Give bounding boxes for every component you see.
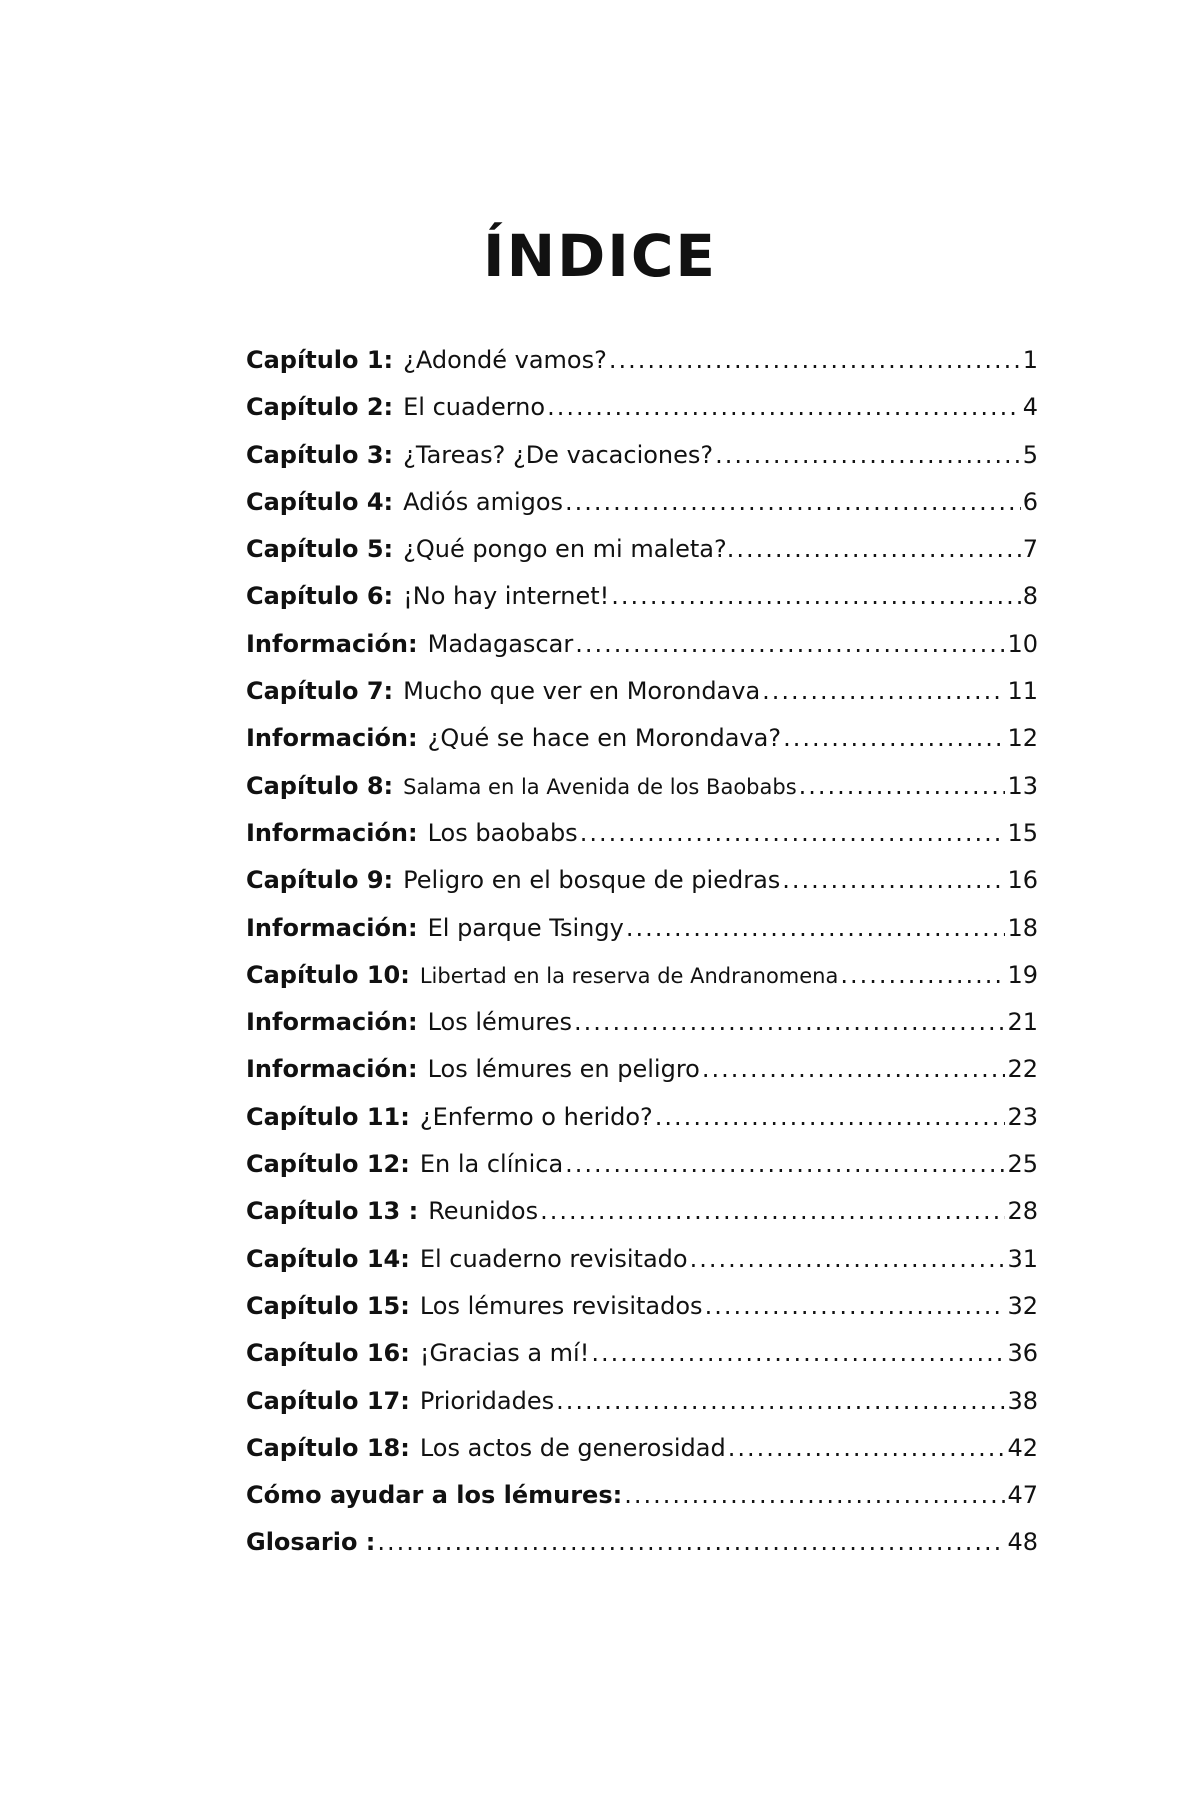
entry-page-number: 10	[1007, 629, 1038, 658]
dot-leader	[540, 1197, 1005, 1225]
dot-leader	[591, 1339, 1005, 1367]
entry-title: Prioridades	[419, 1386, 555, 1415]
dot-leader	[799, 772, 1006, 800]
entry-title: Los lémures en peligro	[427, 1055, 700, 1084]
entry-page-number: 16	[1007, 866, 1038, 895]
entry-label: Capítulo 9:	[246, 866, 394, 895]
dot-leader	[840, 961, 1005, 989]
entry-title: El cuaderno revisitado	[419, 1244, 688, 1273]
page-title: ÍNDICE	[482, 222, 718, 290]
entry-label: Información:	[246, 1055, 418, 1084]
toc-entry	[246, 819, 1038, 866]
entry-title: Los baobabs	[427, 818, 578, 847]
entry-page-number: 47	[1007, 1481, 1038, 1510]
entry-title: ¿Qué se hace en Morondava?	[427, 724, 782, 753]
entry-label: Capítulo 12:	[246, 1150, 410, 1179]
toc-entry	[246, 346, 1038, 393]
dot-leader	[565, 488, 1021, 516]
entry-label: Información:	[246, 913, 418, 942]
entry-title: Madagascar	[427, 629, 574, 658]
toc-entry	[246, 677, 1038, 724]
entry-label: Capítulo 4:	[246, 487, 394, 516]
dot-leader	[611, 582, 1020, 610]
dot-leader	[783, 724, 1005, 752]
entry-title: Reunidos	[428, 1197, 539, 1226]
toc-entry	[246, 1528, 1038, 1575]
entry-page-number: 18	[1007, 913, 1038, 942]
toc-entry	[246, 724, 1038, 771]
entry-label: Capítulo 3:	[246, 440, 394, 469]
entry-label: Información:	[246, 818, 418, 847]
dot-leader	[624, 1481, 1005, 1509]
toc-entry	[246, 1197, 1038, 1244]
dot-leader	[715, 441, 1021, 469]
entry-page-number: 15	[1007, 818, 1038, 847]
toc-entry	[246, 441, 1038, 488]
toc-entry	[246, 1387, 1038, 1434]
dot-leader	[547, 393, 1021, 421]
entry-label: Cómo ayudar a los lémures:	[246, 1481, 623, 1510]
entry-page-number: 25	[1007, 1150, 1038, 1179]
dot-leader	[626, 914, 1006, 942]
entry-page-number: 12	[1007, 724, 1038, 753]
entry-title: En la clínica	[419, 1150, 564, 1179]
entry-page-number: 11	[1007, 677, 1038, 706]
entry-page-number: 42	[1007, 1433, 1038, 1462]
entry-title: Adiós amigos	[403, 487, 564, 516]
entry-page-number: 23	[1007, 1102, 1038, 1131]
dot-leader	[705, 1292, 1006, 1320]
entry-label: Capítulo 16:	[246, 1339, 410, 1368]
dot-leader	[690, 1245, 1006, 1273]
toc-entry	[246, 1150, 1038, 1197]
entry-page-number: 7	[1022, 535, 1038, 564]
entry-title: Libertad en la reserva de Andranomena	[419, 963, 839, 988]
entry-label: Capítulo 10:	[246, 960, 410, 989]
entry-title: ¿Qué pongo en mi maleta?.	[403, 535, 735, 564]
entry-title: Los lémures	[427, 1008, 573, 1037]
dot-leader	[736, 535, 1020, 563]
toc-entry	[246, 488, 1038, 535]
entry-page-number: 32	[1007, 1291, 1038, 1320]
entry-label: Capítulo 15:	[246, 1291, 410, 1320]
entry-page-number: 48	[1007, 1528, 1038, 1557]
dot-leader	[609, 346, 1021, 374]
toc-entry	[246, 535, 1038, 582]
toc-entry	[246, 1339, 1038, 1386]
entry-title: ¡Gracias a mí!	[419, 1339, 590, 1368]
toc-entry	[246, 1103, 1038, 1150]
entry-label: Capítulo 14:	[246, 1244, 410, 1273]
entry-page-number: 1	[1022, 346, 1038, 374]
dot-leader	[556, 1387, 1005, 1415]
entry-label: Capítulo 8:	[246, 771, 394, 800]
toc-entry	[246, 1292, 1038, 1339]
dot-leader	[702, 1055, 1006, 1083]
toc-entry	[246, 1055, 1038, 1102]
entry-title: ¿Tareas? ¿De vacaciones?	[403, 440, 714, 469]
toc-entry	[246, 630, 1038, 677]
toc-entry	[246, 393, 1038, 440]
entry-title: Los actos de generosidad	[419, 1433, 726, 1462]
toc-entry	[246, 914, 1038, 961]
dot-leader	[574, 1008, 1005, 1036]
entry-title: Los lémures revisitados	[419, 1291, 703, 1320]
entry-page-number: 19	[1007, 960, 1038, 989]
entry-title: El parque Tsingy	[427, 913, 624, 942]
entry-label: Glosario :	[246, 1528, 376, 1557]
entry-page-number: 22	[1007, 1055, 1038, 1084]
entry-title: El cuaderno	[403, 393, 546, 422]
entry-title: ¿Adondé vamos?	[403, 346, 607, 374]
dot-leader	[580, 819, 1006, 847]
entry-label: Capítulo 11:	[246, 1102, 410, 1131]
toc-entry	[246, 961, 1038, 1008]
entry-label: Información:	[246, 1008, 418, 1037]
entry-page-number: 38	[1007, 1386, 1038, 1415]
entry-page-number: 6	[1022, 487, 1038, 516]
dot-leader	[575, 630, 1005, 658]
table-of-contents	[246, 346, 1038, 1576]
entry-label: Capítulo 5:	[246, 535, 394, 564]
entry-label: Capítulo 2:	[246, 393, 394, 422]
entry-page-number: 4	[1022, 393, 1038, 422]
toc-entry	[246, 1434, 1038, 1481]
entry-page-number: 28	[1007, 1197, 1038, 1226]
dot-leader	[762, 677, 1005, 705]
entry-title: ¡No hay internet!	[403, 582, 610, 611]
entry-label: Capítulo 1:	[246, 346, 394, 374]
dot-leader	[565, 1150, 1005, 1178]
dot-leader	[655, 1103, 1006, 1131]
toc-entry	[246, 582, 1038, 629]
dot-leader	[782, 866, 1005, 894]
toc-entry	[246, 772, 1038, 819]
dot-leader	[377, 1528, 1005, 1556]
entry-page-number: 13	[1007, 771, 1038, 800]
entry-title: Salama en la Avenida de los Baobabs	[403, 774, 797, 799]
entry-label: Capítulo 6:	[246, 582, 394, 611]
entry-page-number: 21	[1007, 1008, 1038, 1037]
entry-label: Capítulo 18:	[246, 1433, 410, 1462]
toc-entry	[246, 1481, 1038, 1528]
entry-title: Mucho que ver en Morondava	[403, 677, 761, 706]
entry-page-number: 36	[1007, 1339, 1038, 1368]
toc-entry	[246, 1008, 1038, 1055]
entry-title: Peligro en el bosque de piedras	[403, 866, 781, 895]
entry-page-number: 31	[1007, 1244, 1038, 1273]
entry-page-number: 5	[1022, 440, 1038, 469]
entry-page-number: 8	[1022, 582, 1038, 611]
entry-label: Información:	[246, 629, 418, 658]
toc-entry	[246, 1245, 1038, 1292]
toc-entry	[246, 866, 1038, 913]
entry-label: Capítulo 7:	[246, 677, 394, 706]
dot-leader	[728, 1434, 1006, 1462]
entry-label: Capítulo 17:	[246, 1386, 410, 1415]
entry-label: Información:	[246, 724, 418, 753]
entry-label: Capítulo 13 :	[246, 1197, 419, 1226]
entry-title: ¿Enfermo o herido?	[419, 1102, 653, 1131]
